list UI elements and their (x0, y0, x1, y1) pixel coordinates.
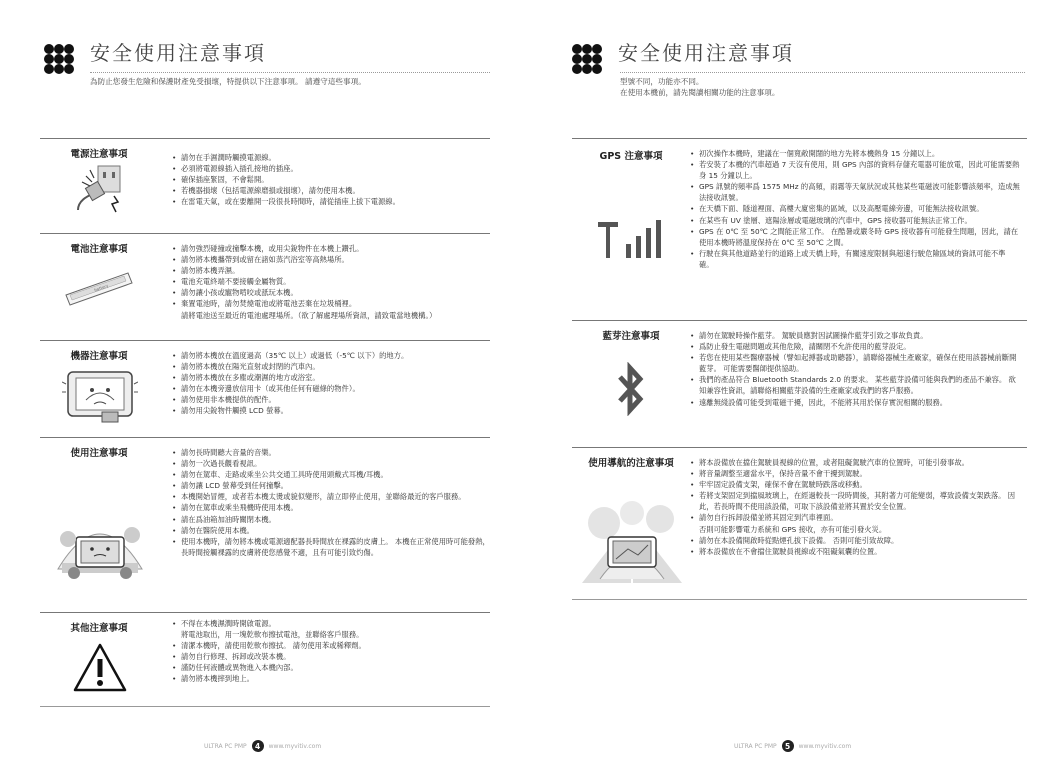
list-item: • 謹防任何液體或異物進入本機內部。 (172, 662, 366, 673)
list-item: • 請勿自行拆卸設備並將其固定到汽車裡面。 (690, 512, 1020, 523)
list-item: • 請勿用尖銳物件觸摸 LCD 螢幕。 (172, 405, 408, 416)
section-title: 電池注意事項 (70, 244, 128, 255)
list-item: • 棄置電池時，請勿焚燒電池或將電池丟棄在垃圾桶裡。 (172, 298, 436, 309)
list-item: • 請勿使用非本機提供的配件。 (172, 394, 408, 405)
list-item: • 遠離無綫設備可能受到電磁干擾，因此，不能將其用於保存實況相關的服務。 (690, 397, 1020, 408)
list-item: • 請勿在手濕潤時觸摸電源線。 (172, 152, 400, 163)
list-item: • 若將支架固定到擋風玻璃上，在經過較長一段時間後，其附著力可能變弱，導致設備支架跌落。 因此，若長時間不使用該設備，可取下該設備並將其置於安全位置。 (690, 490, 1020, 512)
title-divider (620, 72, 1025, 73)
battery-items (172, 243, 436, 321)
page-subtitle: 型號不同，功能亦不同。 在使用本機前，請先閱讀相關功能的注意事項。 (620, 77, 780, 97)
list-item: • 將音量調整至適當水平，保持音量不會干擾到駕駛。 (690, 468, 1020, 479)
list-item: • 不得在本機濕潤時開啟電源。 (172, 618, 366, 629)
list-item-continued: 將電池取出，用一塊乾軟布擦拭電池，並聯絡客戶服務。 (181, 630, 364, 640)
list-item: • 若安裝了本機的汽車超過 7 天沒有使用，則 GPS 內部的資料存儲充電器可能放電，因此可能需要熱身 15 分鐘以上。 (690, 159, 1020, 181)
brand-logo-icon (42, 42, 76, 76)
section-battery (40, 233, 490, 335)
bluetooth-icon (616, 362, 646, 416)
page-number: 4 (252, 740, 264, 752)
right-header (570, 40, 794, 76)
list-item: • 在雷電天氣，或在要離開一段很長時間時，請從插座上拔下電源線。 (172, 196, 400, 207)
list-item: • 使用本機時，請勿將本機或電源適配器長時間放在裸露的皮膚上。 本機在正常使用時可能發熱，長時間接觸裸露的皮膚將使您感覺不適，且有可能引致灼傷。 (172, 536, 490, 558)
section-title: 使用導航的注意事項 (588, 458, 674, 469)
page-footer: ULTRA PC PMP 4 www.myvitiv.com (204, 741, 322, 751)
list-item: • 請勿將本機攜帶到或留在諸如蒸汽浴室等高熱場所。 (172, 254, 436, 265)
list-item: • 電池充電終端不要接觸金屬物質。 (172, 276, 436, 287)
list-item: • 請勿長時間聽大音量的音樂。 (172, 447, 490, 458)
list-item: • 爲防止發生電磁問題或其他危險，請關閉不允許使用的藍芽設定。 (690, 341, 1020, 352)
gps-items (690, 148, 1020, 270)
list-item-continued: 否則可能影響電力系統和 GPS 接收，亦有可能引發火災。 (699, 524, 887, 534)
list-item: • 請勿在駕駛時操作藍芽。 駕駛員應對因試圖操作藍芽引致之事故負責。 (690, 330, 1020, 341)
section-other (40, 612, 490, 708)
page-number: 5 (782, 740, 794, 752)
list-item: • 將本設備放在擋住駕駛員視線的位置，或者阻礙駕駛汽車的位置時，可能引發事故。 (690, 457, 1020, 468)
other-items (172, 618, 366, 685)
list-item: • 牢牢固定設備支架，確保不會在駕駛時跌落或移動。 (690, 479, 1020, 490)
section-usage (40, 437, 490, 607)
page-title: 安全使用注意事項 (90, 41, 266, 65)
list-item: • 請勿一次過長觀看視訊。 (172, 458, 490, 469)
section-bluetooth (572, 320, 1027, 442)
list-item: • 請勿在駕車或乘坐飛機時使用本機。 (172, 502, 490, 513)
section-navigation (572, 447, 1027, 597)
list-item: • 請勿在本機旁邊放信用卡（或其他任何有磁條的物件）。 (172, 383, 408, 394)
gps-signal-icon (596, 218, 664, 262)
section-device (40, 340, 490, 432)
list-item-continued: 請將電池送至最近的電池處理場所。（欲了解處理場所資訊，請致電當地機構。） (181, 310, 437, 320)
navigation-device-icon (582, 493, 682, 583)
list-item: • 若您在使用某些醫療器械（譬如起搏器或助聽器），請聯絡器械生產廠家，確保在使用該器械前斷開藍芽。 可能需要醫師提供協助。 (690, 352, 1020, 374)
right-page (530, 0, 1059, 778)
section-title: GPS 注意事項 (599, 151, 663, 162)
section-title: 藍芽注意事項 (602, 331, 660, 342)
list-item: • 行駛在與其他道路並行的道路上或天橋上時，有關速度限制與超速行駛危險區域的資訊可能不準確。 (690, 248, 1020, 270)
section-title: 機器注意事項 (70, 351, 128, 362)
section-title: 電源注意事項 (70, 149, 128, 160)
list-item: • GPS 訊號的頻率爲 1575 MHz 的高頻，雨霧等天氣狀況或其他某些電磁波可能影響該頻率，造成無法接收訊號。 (690, 181, 1020, 203)
list-item: • 若機器損壞（包括電源線磨損或損壞），請勿使用本機。 (172, 185, 400, 196)
list-item: • 請勿將本機放在陽光直射或封閉的汽車內。 (172, 361, 408, 372)
list-item: • 請勿強烈碰撞或撞擊本機，或用尖銳物件在本機上鑽孔。 (172, 243, 436, 254)
list-item: • 請勿將本機摔到地上。 (172, 673, 366, 684)
car-device-icon (54, 499, 146, 581)
list-item: • 確保插座緊固，不會鬆開。 (172, 174, 400, 185)
list-item: • GPS 在 0℃ 至 50℃ 之間能正常工作。 在酷暑或嚴冬時 GPS 接收器有可能發生問題，因此，請在使用本機時將溫度保持在 0℃ 至 50℃ 之間。 (690, 226, 1020, 248)
brand-logo-icon (570, 42, 604, 76)
section-title: 其他注意事項 (70, 623, 128, 634)
warning-icon (72, 642, 128, 694)
list-item: • 請勿自行修理、拆卸或改裝本機。 (172, 651, 366, 662)
list-item: • 在某些有 UV 塗層、遮陽涂層或電磁玻璃的汽車中，GPS 接收器可能無法正常工作。 (690, 215, 1020, 226)
navigation-items (690, 457, 1020, 557)
list-item: • 請勿在本設備開啟時從點煙孔拔下設備。 否則可能引致故障。 (690, 535, 1020, 546)
list-item: • 必須將電源線插入插孔接地的插座。 (172, 163, 400, 174)
device-items (172, 350, 408, 417)
battery-label: battery (93, 283, 109, 293)
section-power (40, 138, 490, 228)
title-divider (90, 72, 490, 73)
section-gps (572, 138, 1027, 315)
device-screen-icon (62, 364, 138, 426)
bluetooth-items (690, 330, 1020, 408)
left-header (42, 40, 266, 76)
list-item: • 在天橋下面、隧道裡面、高樓大廈密集的區域，以及高壓電線旁邊，可能無法接收訊號。 (690, 203, 1020, 214)
power-plug-icon (68, 162, 128, 216)
list-item: • 清潔本機時，請使用乾軟布擦拭。 請勿使用苯或稀釋劑。 (172, 640, 366, 651)
list-item: • 請勿在駕車、走路或乘坐公共交通工具時使用頭戴式耳機/耳機。 (172, 469, 490, 480)
list-item: • 我們的產品符合 Bluetooth Standards 2.0 的要求。 某些藍芽設備可能與我們的產品不兼容。 欲知兼容性資訊，請聯絡相關藍芽設備的生產廠家或我們的客戶服務。 (690, 374, 1020, 396)
list-item: • 本機開始冒煙，或者若本機太燙或貌似變形，請立即停止使用，並聯絡最近的客戶服務。 (172, 491, 490, 502)
page-footer: ULTRA PC PMP 5 www.myvitiv.com (734, 741, 852, 751)
list-item: • 將本設備放在不會擋住駕駛員視線或不阻礙氣囊的位置。 (690, 546, 1020, 557)
list-item: • 請在爲油箱加油時關閉本機。 (172, 514, 490, 525)
list-item: • 請勿將本機放在溫度過高（35℃ 以上）或過低（-5℃ 以下）的地方。 (172, 350, 408, 361)
page-title: 安全使用注意事項 (618, 41, 794, 65)
page-subtitle: 為防止您發生危險和保護財產免受損壞，特提供以下注意事項。 請遵守這些事項。 (90, 77, 366, 86)
power-items (172, 152, 400, 207)
battery-icon (62, 269, 136, 309)
list-item: • 請勿讓小孩或寵物啃咬或舐玩本機。 (172, 287, 436, 298)
usage-items (172, 447, 490, 558)
list-item: • 初次操作本機時，建議在一個寬敞開闊的地方先將本機熱身 15 分鐘以上。 (690, 148, 1020, 159)
list-item: • 請勿將本機放在多塵或潮濕的地方或浴室。 (172, 372, 408, 383)
list-item: • 請勿讓 LCD 螢幕受到任何撞擊。 (172, 480, 490, 491)
list-item: • 請勿在醫院使用本機。 (172, 525, 490, 536)
list-item: • 請勿將本機弄濕。 (172, 265, 436, 276)
section-title: 使用注意事項 (70, 448, 128, 459)
